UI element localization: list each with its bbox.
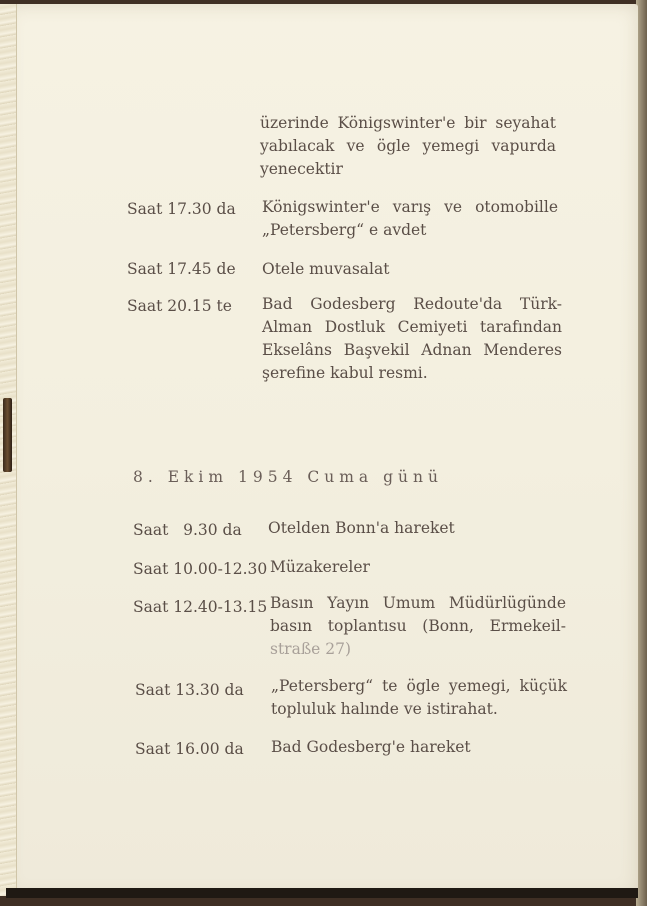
description-line: Alman Dostluk Cemiyeti tarafından (262, 318, 562, 336)
description-line: üzerinde Königswinter'e bir seyahat (260, 114, 556, 132)
description-line: topluluk halınde ve istirahat. (271, 700, 498, 718)
description-line: Ekselâns Başvekil Adnan Menderes (262, 341, 562, 359)
schedule-description: Müzakereler (270, 558, 370, 576)
description-line: Basın Yayın Umum Müdürlügünde (270, 594, 566, 612)
description-line: şerefine kabul resmi. (262, 364, 428, 382)
schedule-time: Saat 13.30 da (135, 681, 244, 699)
schedule-time: Saat 9.30 da (133, 521, 242, 539)
description-line: yabılacak ve ögle yemegi vapurda (260, 137, 556, 155)
schedule-time: Saat 17.30 da (127, 200, 236, 218)
schedule-time: Saat 17.45 de (127, 260, 236, 278)
day-heading: 8. Ekim 1954 Cuma günü (133, 468, 443, 486)
schedule-time: Saat 16.00 da (135, 740, 244, 758)
description-line: basın toplantısu (Bonn, Ermekeil- (270, 617, 566, 635)
schedule-description: Otele muvasalat (262, 260, 390, 278)
description-line: Königswinter'e varış ve otomobille (262, 198, 558, 216)
description-line: yenecektir (260, 160, 343, 178)
schedule-time: Saat 20.15 te (127, 297, 232, 315)
schedule-description (270, 592, 566, 661)
description-line: „Petersberg“ te ögle yemegi, küçük (271, 677, 567, 695)
schedule-time: Saat 12.40-13.15 (133, 598, 268, 616)
description-line: straße 27) (270, 640, 352, 658)
schedule-description: Bad Godesberg'e hareket (271, 738, 471, 756)
schedule-description (271, 675, 567, 721)
schedule-description: Otelden Bonn'a hareket (268, 519, 455, 537)
continued-description (260, 112, 556, 181)
schedule-description (262, 293, 562, 385)
description-line: Bad Godesberg Redoute'da Türk- (262, 295, 562, 313)
schedule-description (262, 196, 558, 242)
description-line: „Petersberg“ e avdet (262, 221, 427, 239)
binding-clip (3, 398, 12, 472)
schedule-time: Saat 10.00-12.30 (133, 560, 268, 578)
page-bottom-shadow (6, 888, 638, 898)
